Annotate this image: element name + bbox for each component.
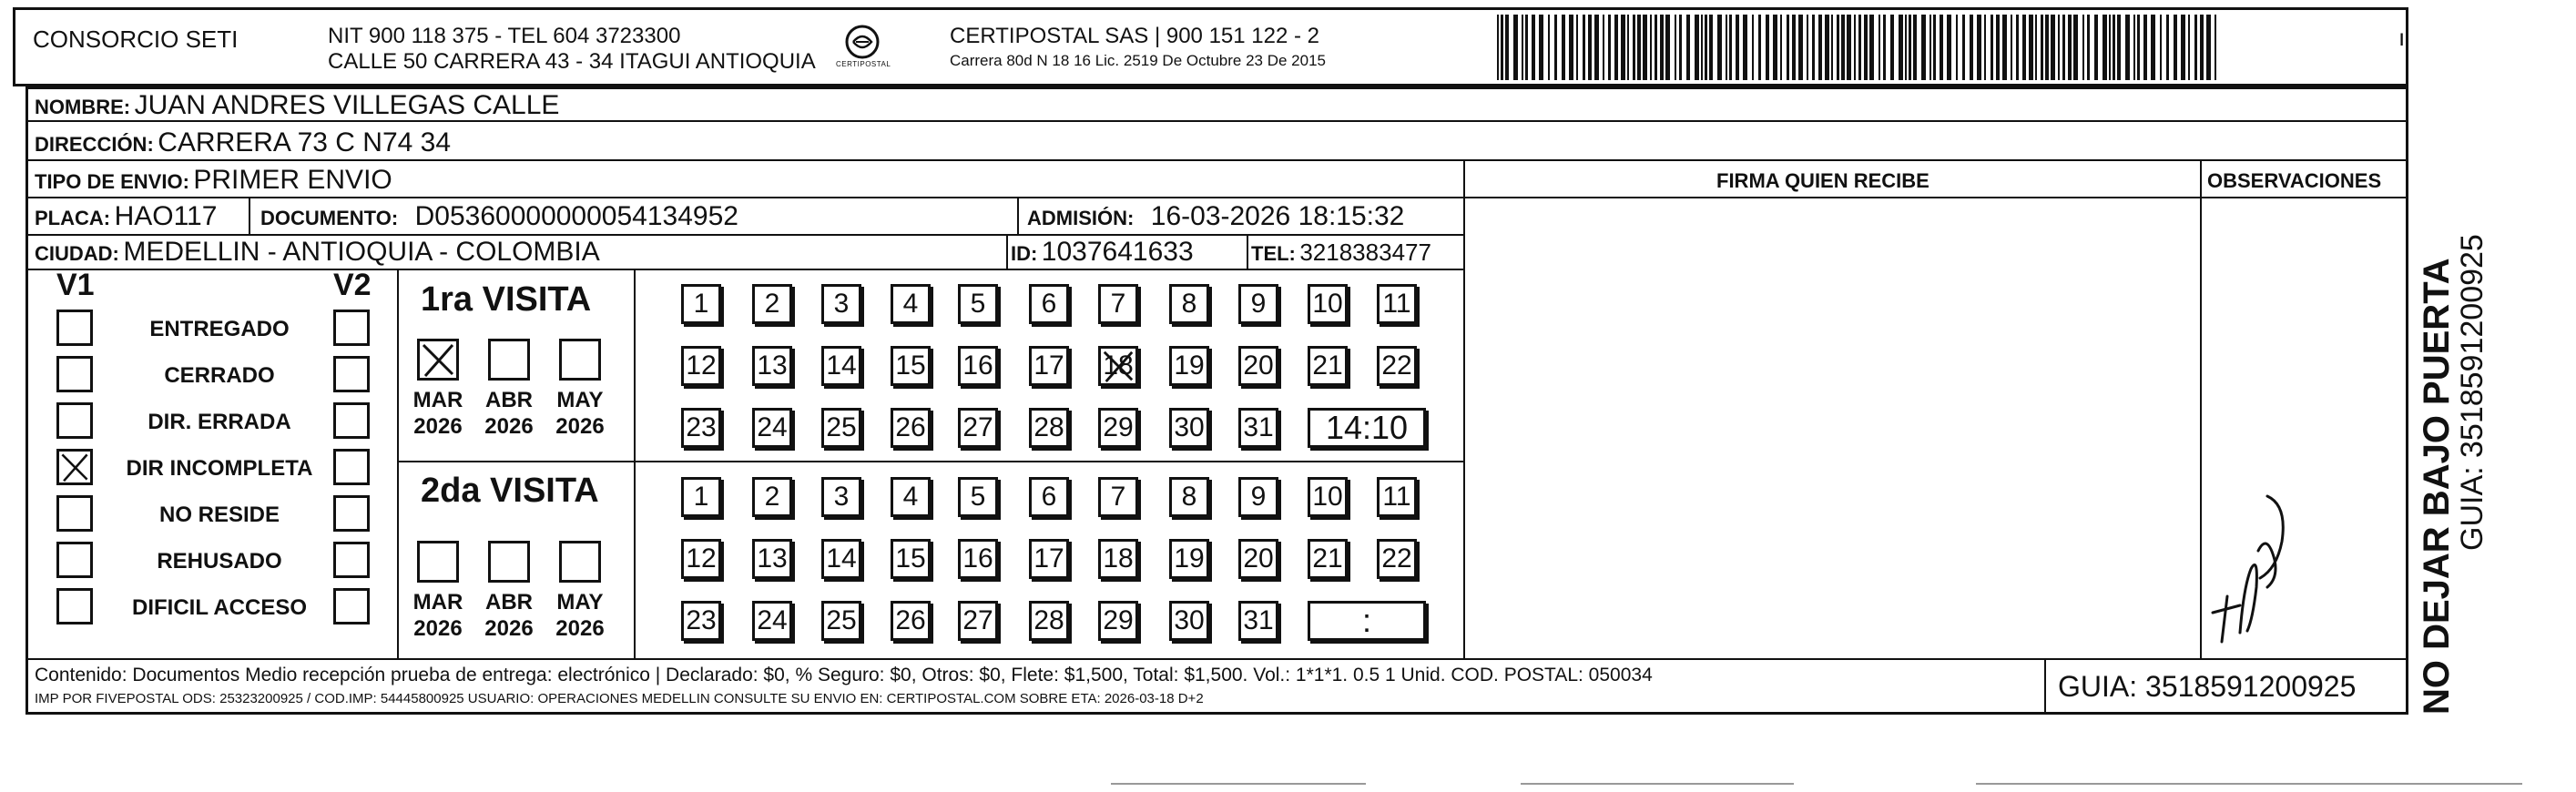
barcode-bar [2194, 15, 2197, 80]
barcode-bar [1773, 15, 1777, 80]
barcode-bar [1766, 15, 1769, 80]
rule [249, 197, 250, 234]
month-checkbox[interactable] [488, 339, 530, 381]
certipostal-logo [834, 20, 891, 76]
month-label [408, 590, 468, 643]
barcode-bar [1792, 15, 1796, 80]
corner-mark: ı [2398, 24, 2406, 51]
rule [2200, 159, 2202, 658]
month-name: MAY [556, 388, 604, 412]
month-name: ABR [485, 590, 533, 614]
barcode-bar [2094, 15, 2098, 80]
day-box[interactable]: 13 [752, 346, 792, 386]
day-box[interactable]: 22 [1377, 346, 1417, 386]
barcode-bar [1854, 15, 1856, 80]
barcode-bar [1588, 15, 1592, 80]
barcode-bar [1576, 15, 1578, 80]
barcode-bar [2073, 15, 2078, 80]
company-name: CONSORCIO SETI [33, 25, 239, 53]
barcode-bar [1594, 15, 1599, 80]
day-box[interactable]: 26 [891, 408, 931, 448]
barcode-bar [1812, 15, 1815, 80]
barcode-bar [1929, 15, 1931, 80]
barcode-bar [1532, 15, 1535, 80]
day-box[interactable]: 31 [1238, 601, 1278, 641]
barcode-bar [1643, 15, 1647, 80]
v2-checkbox[interactable] [333, 588, 370, 624]
nombre-label: NOMBRE: [35, 96, 131, 118]
barcode-bar [1650, 15, 1652, 80]
barcode-bar [2137, 15, 2140, 80]
day-box[interactable]: 30 [1169, 408, 1209, 448]
barcode-bar [1913, 15, 1917, 80]
rule [634, 269, 636, 658]
barcode-bar [1798, 15, 1803, 80]
v2-checkbox[interactable] [333, 542, 370, 578]
barcode-bar [2051, 15, 2055, 80]
day-box[interactable]: 19 [1169, 346, 1209, 386]
day-box[interactable]: 15 [891, 346, 931, 386]
day-box[interactable]: 3 [821, 284, 861, 324]
barcode-bar [2133, 15, 2135, 80]
barcode-bar [2125, 15, 2130, 80]
barcode-bar [2109, 15, 2111, 80]
direccion-value: CARRERA 73 C N74 34 [158, 127, 452, 157]
day-box[interactable]: 27 [958, 601, 998, 641]
day-box[interactable]: 12 [681, 539, 721, 579]
day-box[interactable]: 20 [1238, 346, 1278, 386]
status-option-label: REHUSADO [157, 549, 282, 574]
barcode-bar [2035, 15, 2037, 80]
barcode-bar [1883, 15, 1886, 80]
day-box[interactable]: 14 [821, 539, 861, 579]
barcode-bar [1525, 15, 1528, 80]
v2-checkbox[interactable] [333, 310, 370, 346]
barcode-bar [1984, 15, 1986, 80]
rule [1017, 197, 1019, 234]
barcode-bar [2113, 15, 2115, 80]
barcode-bar [1909, 15, 1911, 80]
barcode-bar [1717, 15, 1722, 80]
footer-guia: GUIA: 3518591200925 [2058, 670, 2357, 703]
barcode-bar [1841, 15, 1845, 80]
rule [397, 461, 1464, 462]
barcode-bar [1608, 15, 1611, 80]
day-box[interactable]: 2 [752, 477, 792, 517]
v2-label: V2 [333, 268, 372, 302]
tipo-envio-value: PRIMER ENVIO [193, 165, 392, 195]
barcode-bar [1996, 15, 2000, 80]
month-name: MAR [412, 388, 463, 412]
day-box[interactable]: 15 [891, 539, 931, 579]
barcode-bar [2151, 15, 2155, 80]
day-box[interactable]: 28 [1029, 601, 1069, 641]
month-name: MAY [556, 590, 604, 614]
documento-cell [260, 203, 738, 230]
day-box[interactable]: 4 [891, 284, 931, 324]
barcode-bar [1962, 15, 1965, 80]
v1-checkbox[interactable] [56, 542, 93, 578]
day-box[interactable]: 17 [1029, 539, 1069, 579]
admision-value: 16-03-2026 18:15:32 [1150, 201, 1405, 231]
barcode-bar [2087, 15, 2090, 80]
barcode-bar [1837, 15, 1839, 80]
check-mark-icon [420, 341, 456, 378]
barcode-bar [2200, 15, 2204, 80]
barcode-bar [1726, 15, 1727, 80]
barcode-bar [1603, 15, 1604, 80]
v1-checkbox[interactable] [56, 495, 93, 532]
barcode-bar [1637, 15, 1641, 80]
day-box[interactable]: 3 [821, 477, 861, 517]
barcode-bar [1743, 15, 1747, 80]
barcode-bar [1709, 15, 1713, 80]
bottom-rule [1111, 783, 1366, 785]
barcode-bar [2143, 15, 2147, 80]
side-line-2: GUIA: 3518591200925 [2455, 234, 2489, 551]
v2-checkbox[interactable] [333, 356, 370, 392]
barcode-bar [1970, 15, 1973, 80]
barcode-bar [2117, 15, 2121, 80]
barcode-bar [1513, 15, 1518, 80]
barcode-bar [1921, 15, 1926, 80]
status-option-label: DIR INCOMPLETA [126, 456, 313, 481]
rule [1247, 234, 1248, 269]
visit2-title: 2da VISITA [421, 472, 599, 510]
certipostal-line-2: Carrera 80d N 18 16 Lic. 2519 De Octubre 23 De 2015 [950, 52, 1326, 69]
id-label: ID: [1011, 242, 1038, 265]
nombre-value: JUAN ANDRES VILLEGAS CALLE [134, 90, 560, 120]
month-label [408, 388, 468, 441]
day-box[interactable]: 1 [681, 477, 721, 517]
barcode-bar [1858, 15, 1861, 80]
month-label [479, 388, 539, 441]
day-box[interactable]: 20 [1238, 539, 1278, 579]
handwritten-signature [2204, 460, 2304, 651]
admision-label: ADMISIÓN: [1027, 207, 1135, 229]
day-box[interactable]: 9 [1238, 284, 1278, 324]
month-year: 2026 [555, 413, 605, 439]
barcode-bar [1899, 15, 1903, 80]
barcode-bar [2011, 15, 2012, 80]
rule [25, 120, 2408, 122]
day-box[interactable]: 28 [1029, 408, 1069, 448]
day-box[interactable]: 8 [1169, 284, 1209, 324]
barcode-bar [1947, 15, 1951, 80]
tipo-envio-row [35, 167, 392, 194]
day-box[interactable]: 10 [1308, 477, 1348, 517]
documento-label: DOCUMENTO: [260, 207, 399, 229]
status-option-label: NO RESIDE [158, 503, 280, 527]
barcode-bar [2215, 15, 2216, 80]
barcode-bar [2041, 15, 2043, 80]
tel-cell [1251, 240, 1431, 264]
day-box[interactable]: 30 [1169, 601, 1209, 641]
placa-cell [35, 203, 217, 230]
day-box[interactable]: 7 [1098, 477, 1138, 517]
barcode [1497, 15, 2225, 80]
month-year: 2026 [413, 615, 463, 641]
month-name: ABR [485, 388, 533, 412]
barcode-bar [1818, 15, 1822, 80]
barcode-bar [2016, 15, 2019, 80]
barcode-bar [1614, 15, 1618, 80]
day-box[interactable]: 24 [752, 408, 792, 448]
barcode-bar [2029, 15, 2033, 80]
day-box[interactable]: 7 [1098, 284, 1138, 324]
day-box[interactable]: 1 [681, 284, 721, 324]
month-checkbox[interactable] [417, 541, 459, 583]
day-box[interactable]: 11 [1377, 477, 1417, 517]
footer-imp: IMP POR FIVEPOSTAL ODS: 25323200925 / COD.IMP: 54445800925 USUARIO: OPERACIONES MEDELLIN CONSULTE SU ENVIO EN: CERTIPOSTAL.COM SOBRE ETA: 2026-03-18 D+2 [35, 691, 1204, 706]
barcode-bar [1505, 15, 1509, 80]
month-checkbox[interactable] [559, 541, 601, 583]
barcode-bar [2062, 15, 2065, 80]
day-box[interactable]: 6 [1029, 284, 1069, 324]
barcode-bar [1675, 15, 1676, 80]
barcode-bar [2058, 15, 2060, 80]
barcode-bar [1522, 15, 1523, 80]
barcode-bar [1665, 15, 1670, 80]
day-box[interactable]: 23 [681, 601, 721, 641]
barcode-bar [1627, 15, 1629, 80]
address-line: CALLE 50 CARRERA 43 - 34 ITAGUI ANTIOQUIA [328, 49, 816, 74]
month-year: 2026 [413, 413, 463, 439]
day-box[interactable]: 24 [752, 601, 792, 641]
month-year: 2026 [484, 615, 534, 641]
placa-value: HAO117 [114, 201, 218, 231]
day-box[interactable]: 2 [752, 284, 792, 324]
day-box[interactable]: 8 [1169, 477, 1209, 517]
barcode-bar [1729, 15, 1732, 80]
barcode-bar [1758, 15, 1761, 80]
month-name: MAR [412, 590, 463, 614]
barcode-bar [2160, 15, 2162, 80]
v1-checkbox[interactable] [56, 310, 93, 346]
visit1-title: 1ra VISITA [421, 280, 592, 319]
day-box[interactable]: 31 [1238, 408, 1278, 448]
day-box[interactable]: 5 [958, 477, 998, 517]
rule [2044, 658, 2046, 715]
barcode-bar [2022, 15, 2026, 80]
v1-checkbox[interactable] [56, 449, 93, 485]
firma-header: FIRMA QUIEN RECIBE [1716, 169, 1929, 192]
rule [25, 234, 1464, 236]
month-label [550, 388, 610, 441]
day-box[interactable]: 17 [1029, 346, 1069, 386]
barcode-bar [1831, 15, 1833, 80]
day-box[interactable]: 12 [681, 346, 721, 386]
barcode-bar [1569, 15, 1573, 80]
barcode-bar [1807, 15, 1808, 80]
bottom-rule [1521, 783, 1794, 785]
barcode-bar [1562, 15, 1565, 80]
day-box[interactable]: 27 [958, 408, 998, 448]
rule [25, 269, 1464, 270]
day-box[interactable]: 26 [891, 601, 931, 641]
barcode-bar [1548, 15, 1550, 80]
barcode-bar [1660, 15, 1664, 80]
side-note [2417, 86, 2489, 715]
barcode-bar [1583, 15, 1585, 80]
barcode-bar [2188, 15, 2190, 80]
v2-checkbox[interactable] [333, 495, 370, 532]
month-checkbox[interactable] [417, 339, 459, 381]
barcode-bar [1633, 15, 1635, 80]
direccion-row [35, 129, 451, 157]
day-box[interactable]: 9 [1238, 477, 1278, 517]
day-box[interactable]: 5 [958, 284, 998, 324]
day-box[interactable]: 19 [1169, 539, 1209, 579]
barcode-bar [2068, 15, 2072, 80]
barcode-bar [2166, 15, 2169, 80]
barcode-bar [1977, 15, 1981, 80]
barcode-bar [2103, 15, 2107, 80]
day-box[interactable]: 25 [821, 408, 861, 448]
rule [25, 658, 2408, 660]
v1-label: V1 [56, 268, 95, 302]
month-checkbox[interactable] [488, 541, 530, 583]
day-box[interactable]: 14 [821, 346, 861, 386]
v1-checkbox[interactable] [56, 588, 93, 624]
day-box[interactable]: 23 [681, 408, 721, 448]
month-label [479, 590, 539, 643]
footer-contenido: Contenido: Documentos Medio recepción prueba de entrega: electrónico | Declarado: $0, % Seguro: $0, Otros: $0, Flete: $1,500, Total: $1,500. Vol.: 1*1*1. 0.5 1 Unid. COD. POSTAL: 050034 [35, 665, 1653, 685]
barcode-bar [1497, 15, 1499, 80]
tipo-envio-label: TIPO DE ENVIO: [35, 170, 189, 193]
day-box[interactable]: 16 [958, 539, 998, 579]
documento-value: D05360000000054134952 [414, 201, 738, 231]
barcode-bar [1752, 15, 1754, 80]
month-label [550, 590, 610, 643]
v2-checkbox[interactable] [333, 449, 370, 485]
barcode-bar [1869, 15, 1874, 80]
barcode-bar [1539, 15, 1543, 80]
rule [1006, 234, 1008, 269]
time-box[interactable]: 14:10 [1308, 408, 1426, 448]
month-checkbox[interactable] [559, 339, 601, 381]
barcode-bar [1501, 15, 1503, 80]
barcode-bar [1705, 15, 1707, 80]
logo-text: CERTIPOSTAL [836, 60, 891, 68]
nombre-row [35, 92, 559, 119]
day-box[interactable]: 22 [1377, 539, 1417, 579]
month-year: 2026 [484, 413, 534, 439]
day-box[interactable]: 29 [1098, 601, 1138, 641]
status-option-label: DIR. ERRADA [148, 410, 291, 434]
barcode-bar [1956, 15, 1958, 80]
placa-label: PLACA: [35, 207, 111, 229]
check-mark-icon [1101, 349, 1135, 383]
day-box[interactable]: 11 [1377, 284, 1417, 324]
v1-checkbox[interactable] [56, 356, 93, 392]
day-box[interactable]: 29 [1098, 408, 1138, 448]
ciudad-value: MEDELLIN - ANTIOQUIA - COLOMBIA [123, 237, 600, 267]
barcode-bar [1621, 15, 1625, 80]
barcode-bar [1905, 15, 1907, 80]
barcode-bar [1825, 15, 1829, 80]
nit-line: NIT 900 118 375 - TEL 604 3723300 [328, 24, 681, 48]
barcode-bar [1879, 15, 1880, 80]
direccion-label: DIRECCIÓN: [35, 133, 154, 156]
rule [397, 269, 399, 658]
month-year: 2026 [555, 615, 605, 641]
barcode-bar [1787, 15, 1789, 80]
barcode-bar [1847, 15, 1851, 80]
day-box[interactable]: 18 [1098, 539, 1138, 579]
barcode-bar [1890, 15, 1894, 80]
bottom-rule [1976, 783, 2522, 785]
barcode-bar [1940, 15, 1943, 80]
barcode-bar [2045, 15, 2049, 80]
admision-cell [1027, 203, 1404, 230]
check-mark-icon [59, 452, 90, 482]
tel-label: TEL: [1251, 242, 1296, 265]
v1-checkbox[interactable] [56, 402, 93, 439]
barcode-bar [2181, 15, 2185, 80]
day-box[interactable]: 13 [752, 539, 792, 579]
barcode-bar [1701, 15, 1703, 80]
barcode-bar [1655, 15, 1657, 80]
barcode-bar [1864, 15, 1868, 80]
barcode-bar [1991, 15, 1993, 80]
day-box[interactable]: 4 [891, 477, 931, 517]
ciudad-label: CIUDAD: [35, 242, 119, 265]
observaciones-header: OBSERVACIONES [2207, 169, 2382, 192]
day-box[interactable]: 25 [821, 601, 861, 641]
rule [1463, 159, 1465, 658]
barcode-bar [2206, 15, 2211, 80]
v2-checkbox[interactable] [333, 402, 370, 439]
certipostal-line-1: CERTIPOSTAL SAS | 900 151 122 - 2 [950, 24, 1319, 48]
barcode-bar [1695, 15, 1699, 80]
id-value: 1037641633 [1041, 237, 1194, 267]
status-option-label: DIFICIL ACCESO [131, 595, 307, 620]
day-box[interactable]: 10 [1308, 284, 1348, 324]
id-cell [1011, 239, 1194, 266]
barcode-bar [1686, 15, 1690, 80]
ciudad-cell [35, 239, 600, 266]
status-option-label: ENTREGADO [149, 317, 290, 341]
barcode-bar [2002, 15, 2007, 80]
day-box[interactable]: 6 [1029, 477, 1069, 517]
day-box[interactable]: 21 [1308, 346, 1348, 386]
rule [25, 159, 2408, 161]
barcode-bar [1933, 15, 1936, 80]
tel-value: 3218383477 [1299, 239, 1431, 266]
day-box[interactable]: 16 [958, 346, 998, 386]
time-box[interactable]: : [1308, 601, 1426, 641]
rule [25, 197, 2408, 198]
barcode-bar [1679, 15, 1682, 80]
barcode-bar [2082, 15, 2084, 80]
barcode-bar [1736, 15, 1739, 80]
status-option-label: CERRADO [164, 363, 275, 388]
side-line-1: NO DEJAR BAJO PUERTA [2417, 258, 2457, 715]
day-box[interactable]: 21 [1308, 539, 1348, 579]
barcode-bar [1554, 15, 1557, 80]
day-box[interactable]: 18 [1098, 346, 1138, 386]
barcode-bar [2174, 15, 2177, 80]
barcode-bar [1780, 15, 1782, 80]
